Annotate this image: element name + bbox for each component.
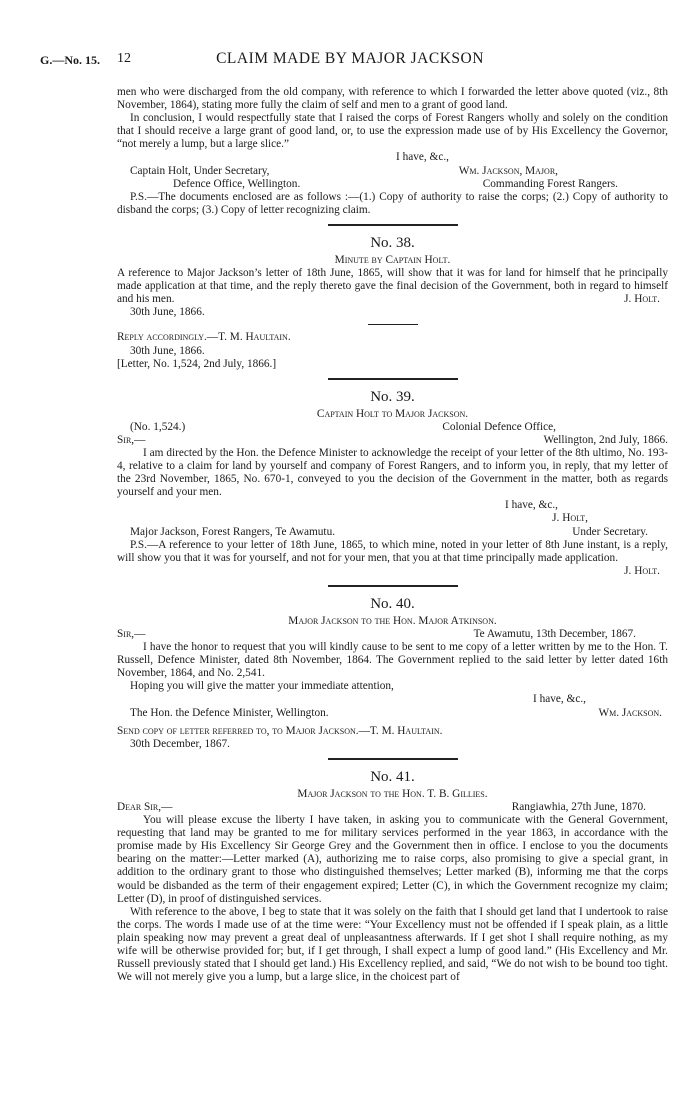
reply-note: Reply accordingly.—T. M. Haultain. [117, 331, 291, 344]
signature-row [117, 707, 668, 720]
addressee: The Hon. the Defence Minister, Wellington. [130, 706, 329, 719]
signature: J. Holt. [624, 564, 660, 577]
place-date: Wellington, 2nd July, 1866. [543, 433, 668, 446]
section-heading: Minute by Captain Holt. [334, 253, 451, 266]
section-divider [328, 585, 458, 587]
letter-closing: I have, &c., [395, 151, 449, 164]
paragraph [117, 267, 668, 306]
letter-reference: [Letter, No. 1,524, 2nd July, 1866.] [117, 357, 277, 370]
send-note: Send copy of letter referred to, to Major Jackson.—T. M. Haultain. [117, 724, 443, 737]
section-number: No. 40. [370, 595, 415, 612]
letter-closing: I have, &c., [504, 499, 558, 512]
page-number: 12 [117, 51, 131, 66]
paragraph: You will please excuse the liberty I have taken, in asking you to communicate with the General Government, requesting that land may be granted to me for military services performed in the year 1863, in accordance with the promise made by His Excellency Sir George Grey and the Government then in office. I enclose to you the documents bearing on the matter:—Letter marked (A), authorizing me to raise corps, also promising to give a special grant, in addition to the ordinary grant to those who distinguished themselves; Letter marked (B), informing me that the corps would be disbanded as the term of their engagement expired; Letter (C), in which the Government recognize my claim; Letter (D), in proof of distinguished services. [117, 814, 668, 905]
page-header [0, 50, 700, 72]
paragraph: I have the honor to request that you will kindly cause to be sent to me copy of a letter written by me to the Hon. T. Russell, Defence Minister, dated 8th November, 1864. The Government replied to the said letter by letter dated 16th November, 1864, and No. 2,541. [117, 641, 668, 680]
addressee: Defence Office, Wellington. [173, 177, 301, 190]
salutation: Sir,— [117, 433, 146, 446]
paragraph: Hoping you will give the matter your immediate attention, [130, 680, 394, 693]
section-heading: Major Jackson to the Hon. Major Atkinson. [288, 614, 497, 627]
section-number: No. 38. [370, 234, 415, 251]
addressee: Major Jackson, Forest Rangers, Te Awamutu. [130, 525, 336, 538]
section-number: No. 39. [370, 388, 415, 405]
signatory: Wm. Jackson. [598, 706, 662, 719]
section-divider [328, 224, 458, 226]
addressee: Captain Holt, Under Secretary, [130, 164, 270, 177]
signature-row [117, 526, 668, 539]
postscript: P.S.—A reference to your letter of 18th June, 1865, to which mine, noted in your letter of 8th June instant, is a reply, will show you that it was for yourself, and not for your men, that you at that time principally made application. [117, 538, 668, 564]
section-number: No. 41. [370, 768, 415, 785]
section-heading: Captain Holt to Major Jackson. [316, 407, 469, 420]
section-heading: Major Jackson to the Hon. T. B. Gillies. [297, 787, 488, 800]
paragraph: men who were discharged from the old company, with reference to which I forwarded the letter above quoted (viz., 8th November, 1864), stating more fully the claim of self and men to a grant of good land. [117, 86, 668, 112]
paragraph-text: A reference to Major Jackson’s letter of 18th June, 1865, will show that it was for land for himself that he principally made application at that time, and the reply thereto gave the final decision of the Government, both in regard to himself and his men. [117, 267, 668, 306]
letter-header-row [117, 421, 668, 434]
signature-row [117, 178, 668, 191]
letter-ref: (No. 1,524.) [130, 420, 186, 433]
postscript: P.S.—The documents enclosed are as follows :—(1.) Copy of authority to raise the corps; (2.) Copy of authority to disband the corps; (3.) Copy of letter recognizing claim. [117, 190, 668, 216]
signature-row [117, 165, 668, 178]
date-line: 30th June, 1866. [130, 344, 205, 357]
document-body [117, 86, 668, 984]
minor-divider [368, 324, 418, 325]
paragraph: With reference to the above, I beg to state that it was solely on the faith that I should get land that I undertook to raise the corps. The words I made use of at the time were: “Your Excellency must not be offended if I speak plain, as a little plain speaking now may prevent a great deal of unpleasantness afterwards. If I get shot I shall require nothing, as my wife will be otherwise provided for; but, if I get through, I shall expect a lump of good land.” (His Excellency and Mr. Russell previously stated that I should get land.) His Excellency replied, and said, “We do not wish to be bound too tight. We will not merely give you a lump, but a large slice, in the choicest part of [117, 905, 668, 984]
signatory: J. Holt, [552, 512, 588, 525]
office-line: Colonial Defence Office, [442, 420, 556, 433]
date-line: 30th December, 1867. [130, 737, 230, 750]
place-date: Rangiawhia, 27th June, 1870. [511, 800, 646, 813]
salutation: Sir,— [117, 628, 146, 640]
signatory: Wm. Jackson, Major, [458, 164, 558, 177]
letter-header-row [117, 434, 668, 447]
letter-header-row [117, 628, 668, 641]
document-reference: G.—No. 15. [40, 53, 100, 67]
paragraph: In conclusion, I would respectfully state that I raised the corps of Forest Rangers wholly and solely on the condition that I should receive a large grant of good land, or, to use the expression made use of by His Excellency the Governor, “not merely a lump, but a large slice.” [117, 112, 668, 151]
signatory-title: Under Secretary. [572, 525, 648, 538]
running-title: CLAIM MADE BY MAJOR JACKSON [216, 50, 484, 67]
date-line: 30th June, 1866. [130, 306, 205, 319]
signature: J. Holt. [624, 293, 660, 306]
place-date: Te Awamutu, 13th December, 1867. [473, 628, 636, 640]
letter-closing: I have, &c., [532, 693, 586, 706]
section-divider [328, 758, 458, 760]
section-divider [328, 378, 458, 380]
paragraph: I am directed by the Hon. the Defence Minister to acknowledge the receipt of your letter of the 8th ultimo, No. 193-4, relative to a claim for land by yourself and company of Forest Rangers, and to inform you, in reply, that my letter of the 23rd November, 1865, No. 670-1, conveyed to you the decision of the Government in the matter, both as regards yourself and your men. [117, 446, 668, 499]
letter-header-row [117, 801, 668, 814]
salutation: Dear Sir,— [117, 800, 173, 813]
signatory-title: Commanding Forest Rangers. [482, 177, 618, 190]
